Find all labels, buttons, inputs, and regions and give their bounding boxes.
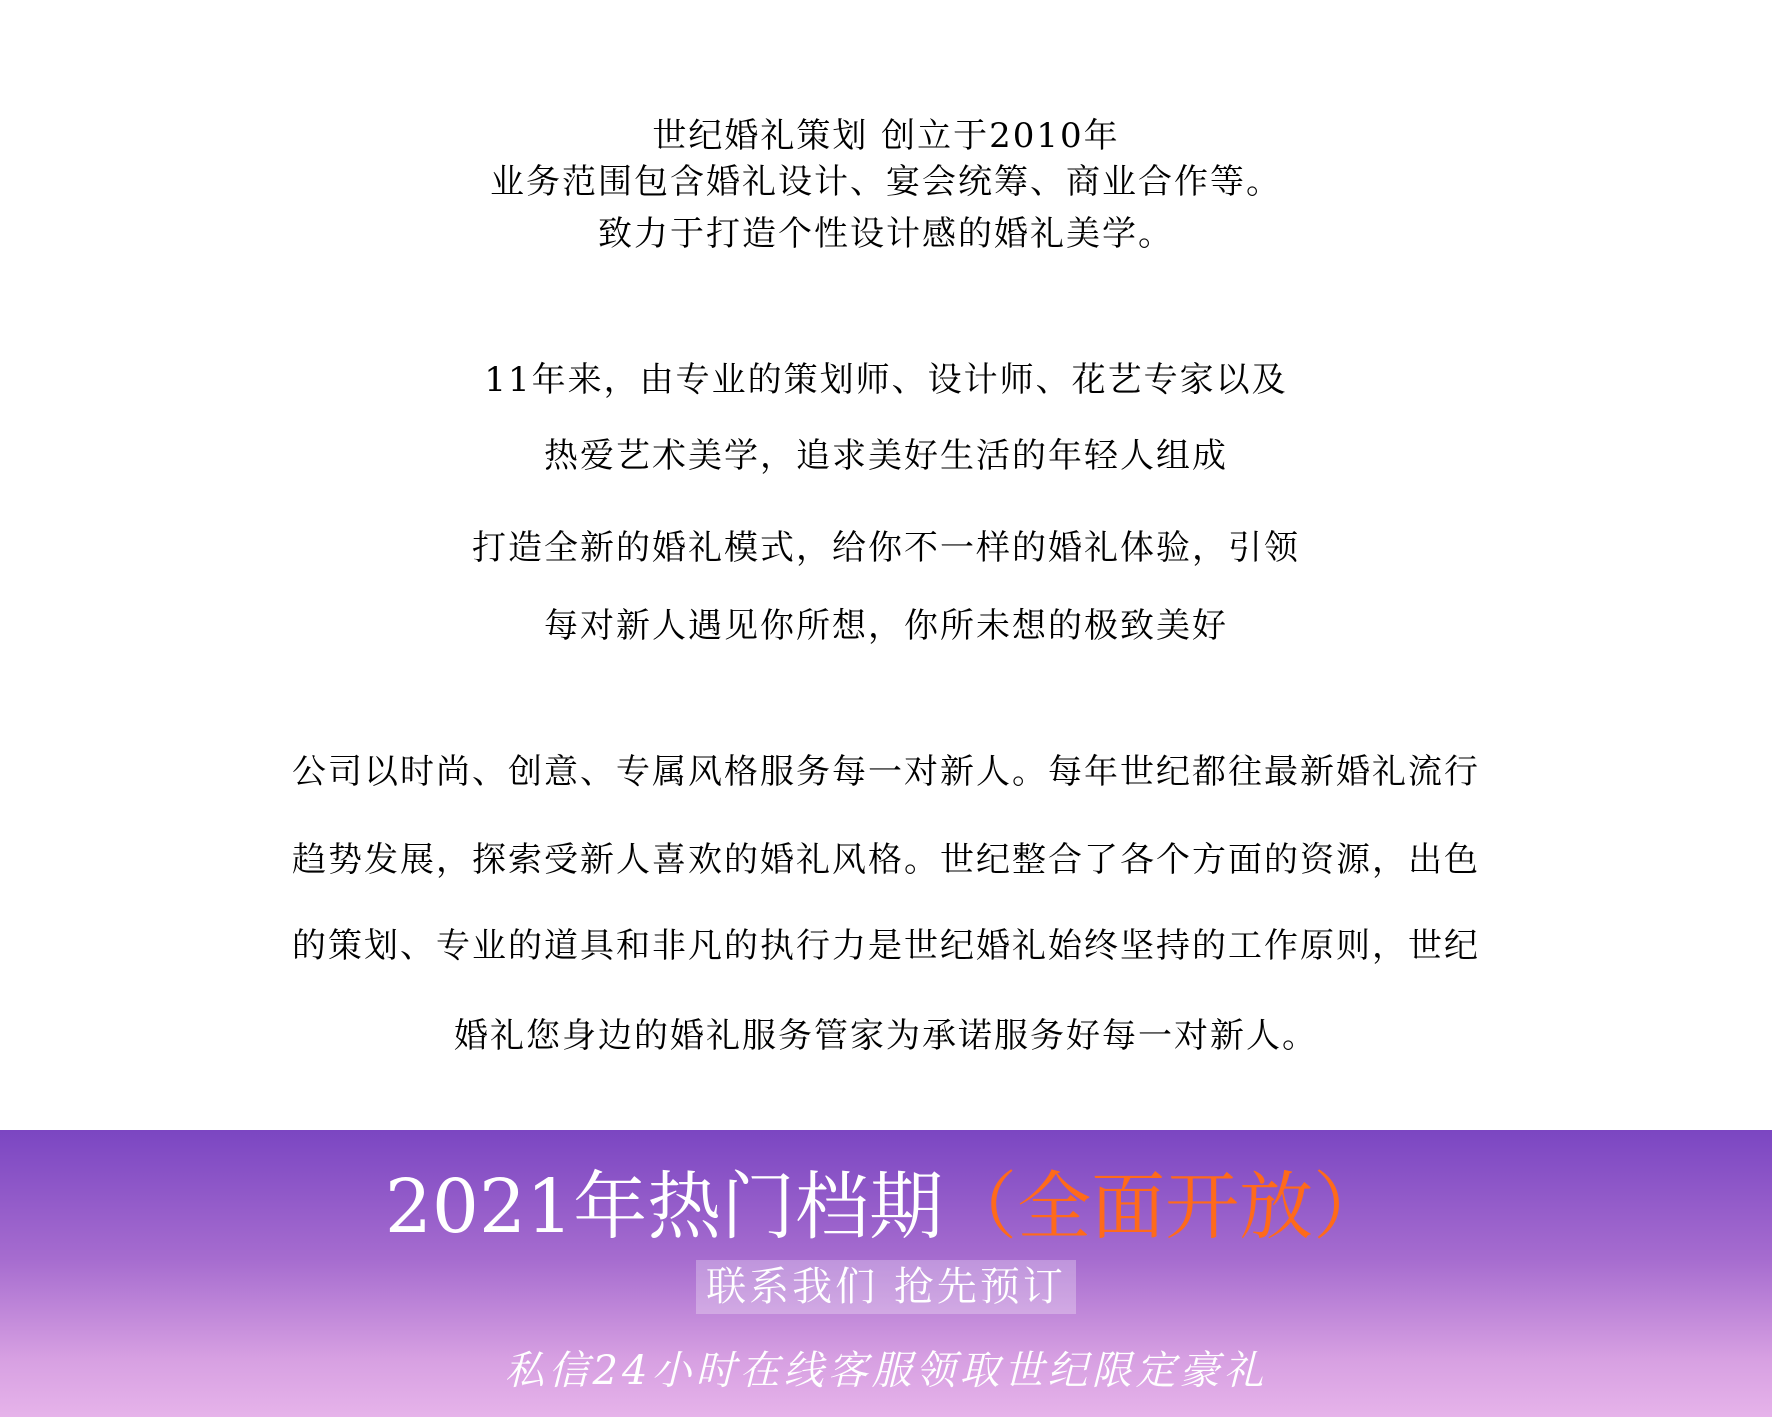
intro-line-company-1: 公司以时尚、创意、专属风格服务每一对新人。每年世纪都往最新婚礼流行 bbox=[292, 752, 1480, 792]
intro-line-team-2: 热爱艺术美学，追求美好生活的年轻人组成 bbox=[544, 436, 1228, 476]
promo-banner bbox=[0, 1130, 1772, 1417]
banner-title-main: 2021年热门档期 bbox=[384, 1164, 944, 1250]
contact-wrap bbox=[0, 1260, 1772, 1314]
banner-title bbox=[0, 1162, 1772, 1252]
intro-line-team-3: 打造全新的婚礼模式，给你不一样的婚礼体验，引领 bbox=[472, 528, 1300, 568]
intro-line-company-3: 的策划、专业的道具和非凡的执行力是世纪婚礼始终坚持的工作原则，世纪 bbox=[292, 926, 1480, 966]
intro-line-mission: 致力于打造个性设计感的婚礼美学。 bbox=[598, 214, 1174, 254]
intro-line-company-4: 婚礼您身边的婚礼服务管家为承诺服务好每一对新人。 bbox=[454, 1016, 1318, 1056]
banner-subtitle: 私信24小时在线客服领取世纪限定豪礼 bbox=[504, 1348, 1268, 1394]
intro-line-founded: 世纪婚礼策划 创立于2010年 bbox=[652, 116, 1120, 156]
intro-line-team-4: 每对新人遇见你所想，你所未想的极致美好 bbox=[544, 606, 1228, 646]
intro-line-business-scope: 业务范围包含婚礼设计、宴会统筹、商业合作等。 bbox=[490, 162, 1282, 202]
intro-line-company-2: 趋势发展，探索受新人喜欢的婚礼风格。世纪整合了各个方面的资源，出色 bbox=[292, 840, 1480, 880]
contact-us-button[interactable]: 联系我们 抢先预订 bbox=[696, 1260, 1076, 1314]
intro-line-team-1: 11年来，由专业的策划师、设计师、花艺专家以及 bbox=[484, 360, 1288, 400]
banner-title-accent: （全面开放） bbox=[943, 1164, 1388, 1250]
